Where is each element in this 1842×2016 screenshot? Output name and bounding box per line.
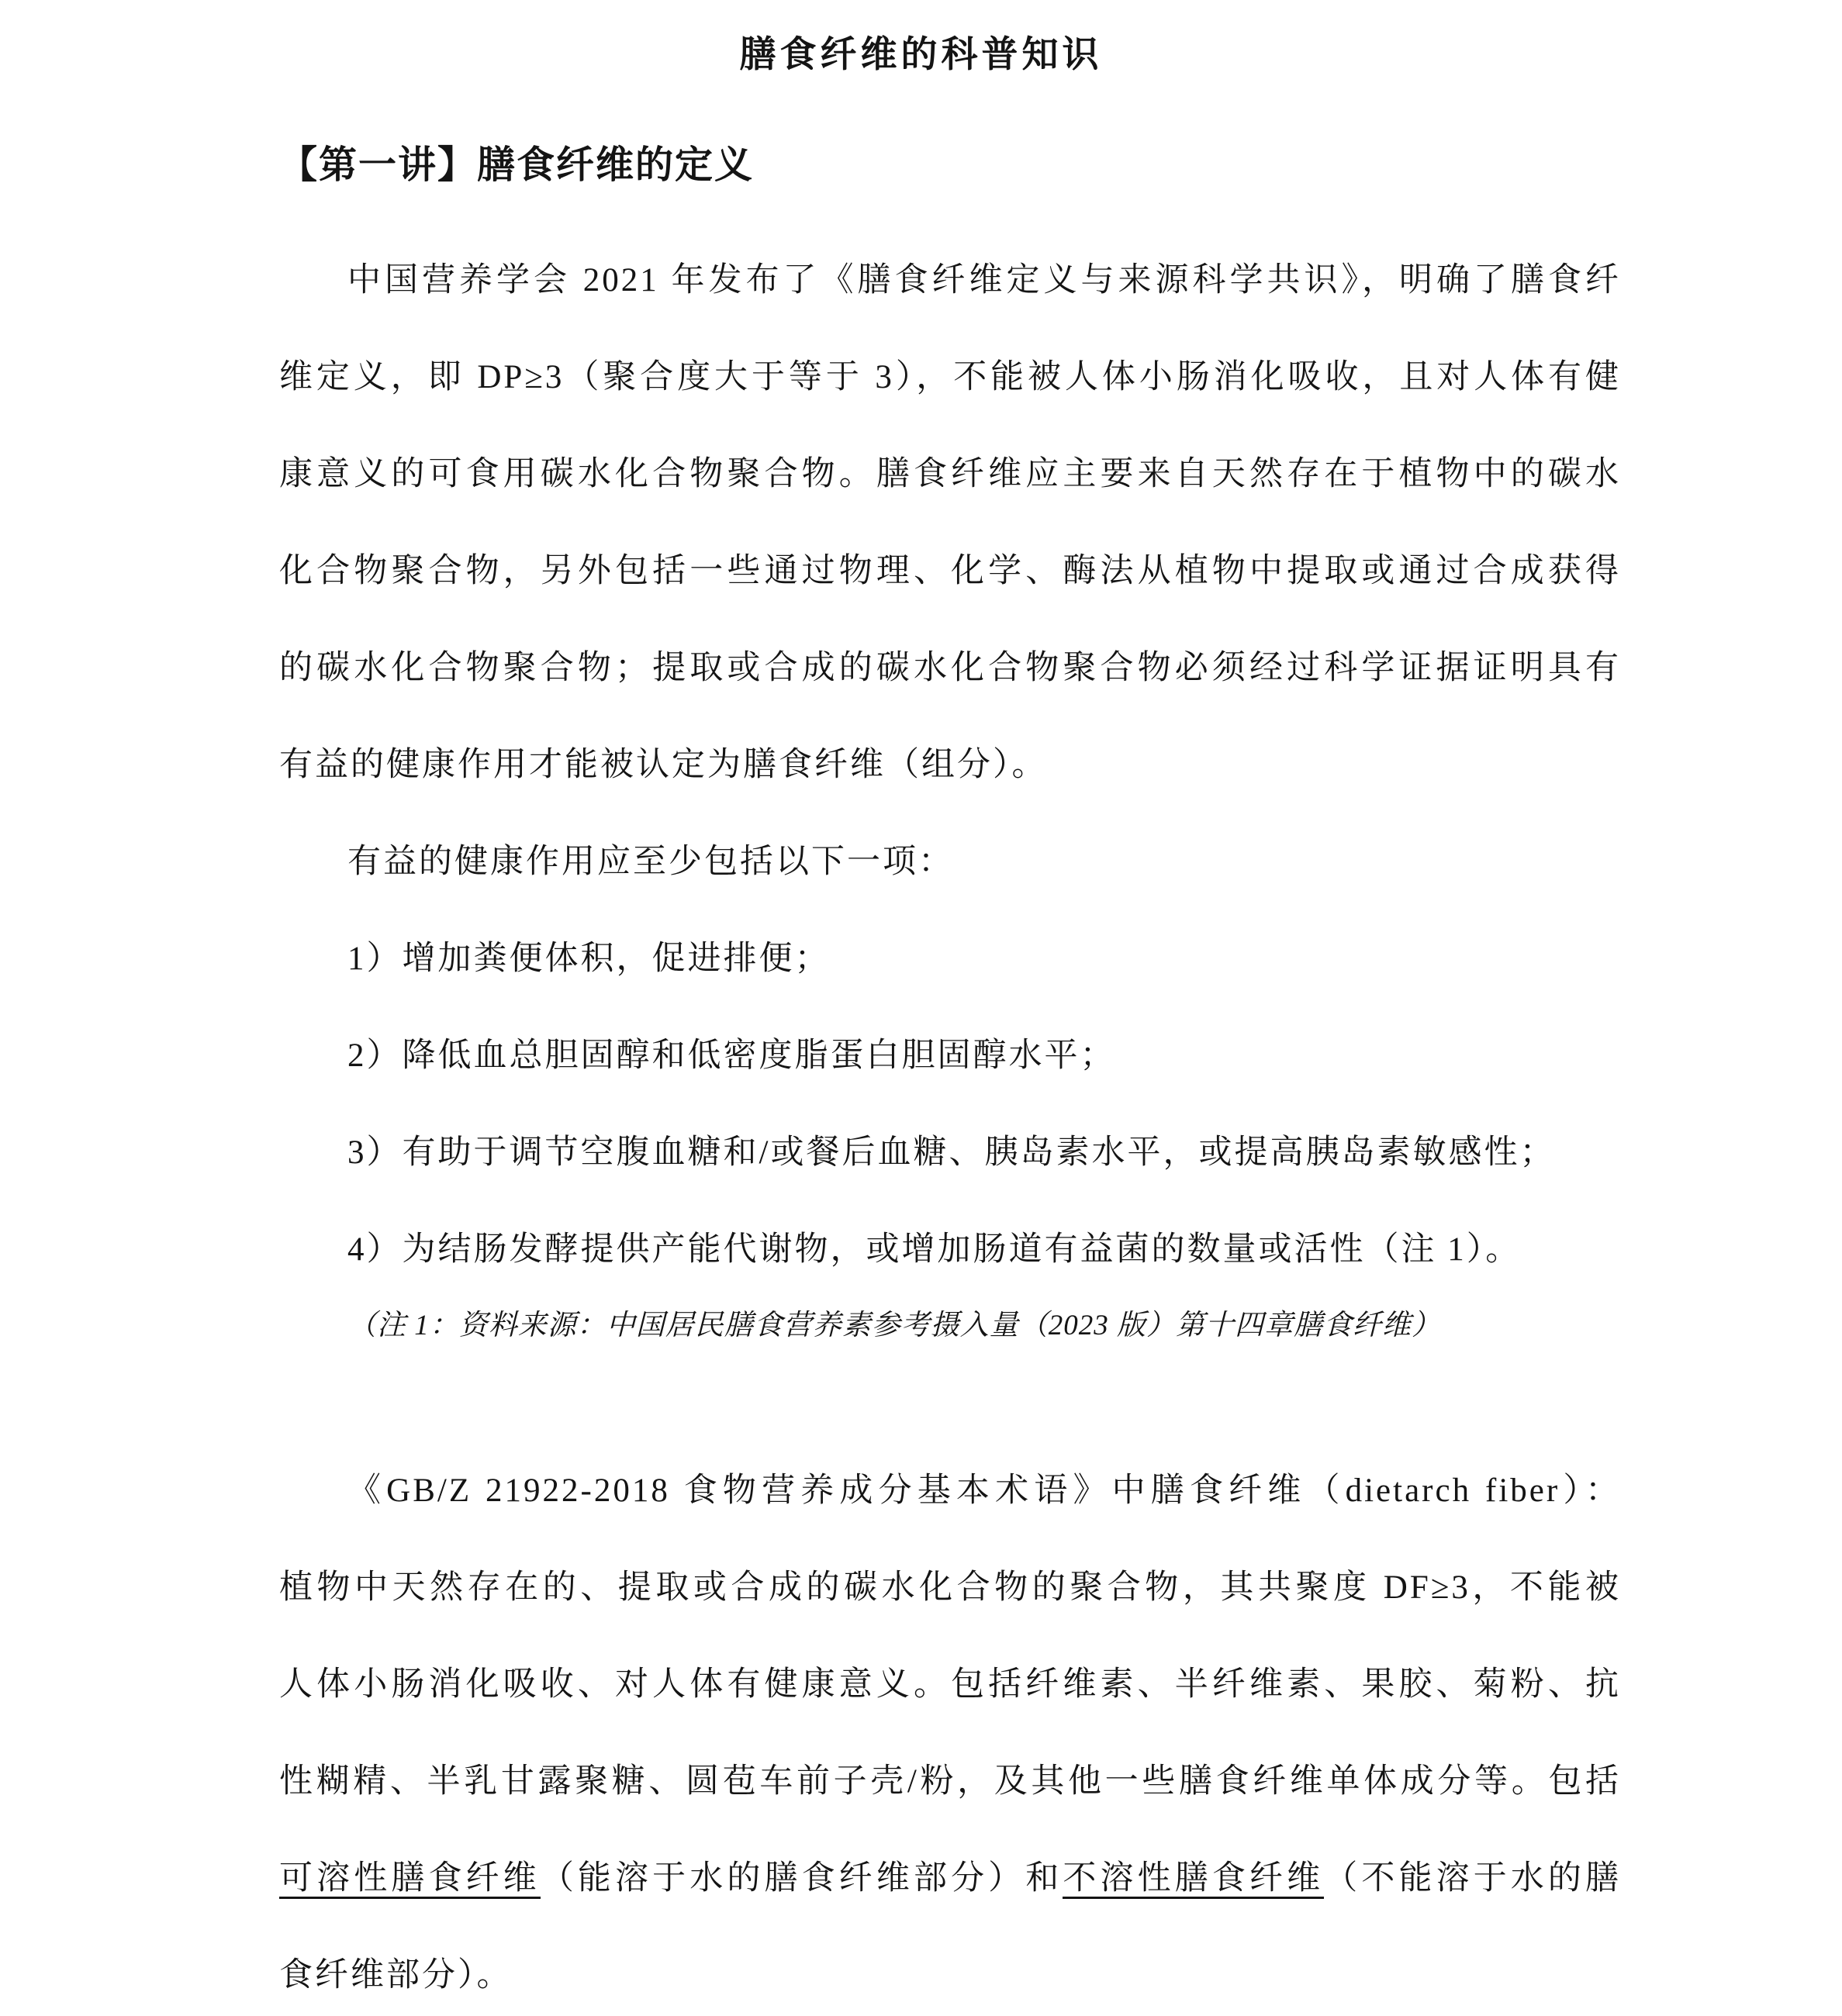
paragraph-definition (279, 232, 1621, 813)
text-line: 人体小肠消化吸收、对人体有健康意义。包括纤维素、半纤维素、果胶、菊粉、抗 (279, 1666, 1621, 1703)
text-line: 有益的健康作用才能被认定为膳食纤维（组分）。 (279, 747, 1048, 783)
health-benefits-list (279, 910, 1621, 1298)
text-line: 化合物聚合物，另外包括一些通过物理、化学、酶法从植物中提取或通过合成获得 (279, 553, 1621, 589)
section-heading: 【第一讲】膳食纤维的定义 (279, 143, 755, 186)
underlined-term-soluble-fiber: 可溶性膳食纤维 (279, 1860, 541, 1899)
paragraph-health-benefits-intro (279, 813, 1621, 910)
text-line: 《GB/Z 21922-2018 食物营养成分基本术语》中膳食纤维（dietarch fiber）： (347, 1472, 1621, 1509)
document-title: 膳食纤维的科普知识 (739, 35, 1103, 75)
footnote-source: （注 1：资料来源：中国居民膳食营养素参考摄入量（2023 版）第十四章膳食纤维） (347, 1310, 1441, 1341)
text-line: 食纤维部分）。 (279, 1957, 513, 1994)
text-line: 性糊精、半乳甘露聚糖、圆苞车前子壳/粉，及其他一些膳食纤维单体成分等。包括 (279, 1763, 1621, 1800)
text-line: 的碳水化合物聚合物；提取或合成的碳水化合物聚合物必须经过科学证据证明具有 (279, 650, 1621, 686)
text-line-with-underlines (279, 1830, 1621, 1927)
text-line: 中国营养学会 2021 年发布了《膳食纤维定义与来源科学共识》，明确了膳食纤 (347, 262, 1621, 299)
paragraph-gbz-standard (279, 1442, 1621, 2016)
text-segment: （不能溶于水的膳 (1324, 1860, 1621, 1897)
text-line: 有益的健康作用应至少包括以下一项： (347, 844, 954, 880)
text-line: 植物中天然存在的、提取或合成的碳水化合物的聚合物，其共聚度 DF≥3，不能被 (279, 1569, 1621, 1606)
list-item: 4）为结肠发酵提供产能代谢物，或增加肠道有益菌的数量或活性（注 1）。 (347, 1231, 1522, 1268)
list-item: 2）降低血总胆固醇和低密度脂蛋白胆固醇水平； (347, 1037, 1116, 1074)
list-item: 3）有助于调节空腹血糖和/或餐后血糖、胰岛素水平，或提高胰岛素敏感性； (347, 1134, 1556, 1171)
text-line: 维定义，即 DP≥3（聚合度大于等于 3），不能被人体小肠消化吸收，且对人体有健 (279, 359, 1621, 395)
list-item: 1）增加粪便体积，促进排便； (347, 941, 831, 977)
text-line: 康意义的可食用碳水化合物聚合物。膳食纤维应主要来自天然存在于植物中的碳水 (279, 456, 1621, 492)
document-body (279, 137, 1621, 2016)
text-segment: （能溶于水的膳食纤维部分）和 (540, 1860, 1063, 1897)
underlined-term-insoluble-fiber: 不溶性膳食纤维 (1063, 1860, 1324, 1899)
